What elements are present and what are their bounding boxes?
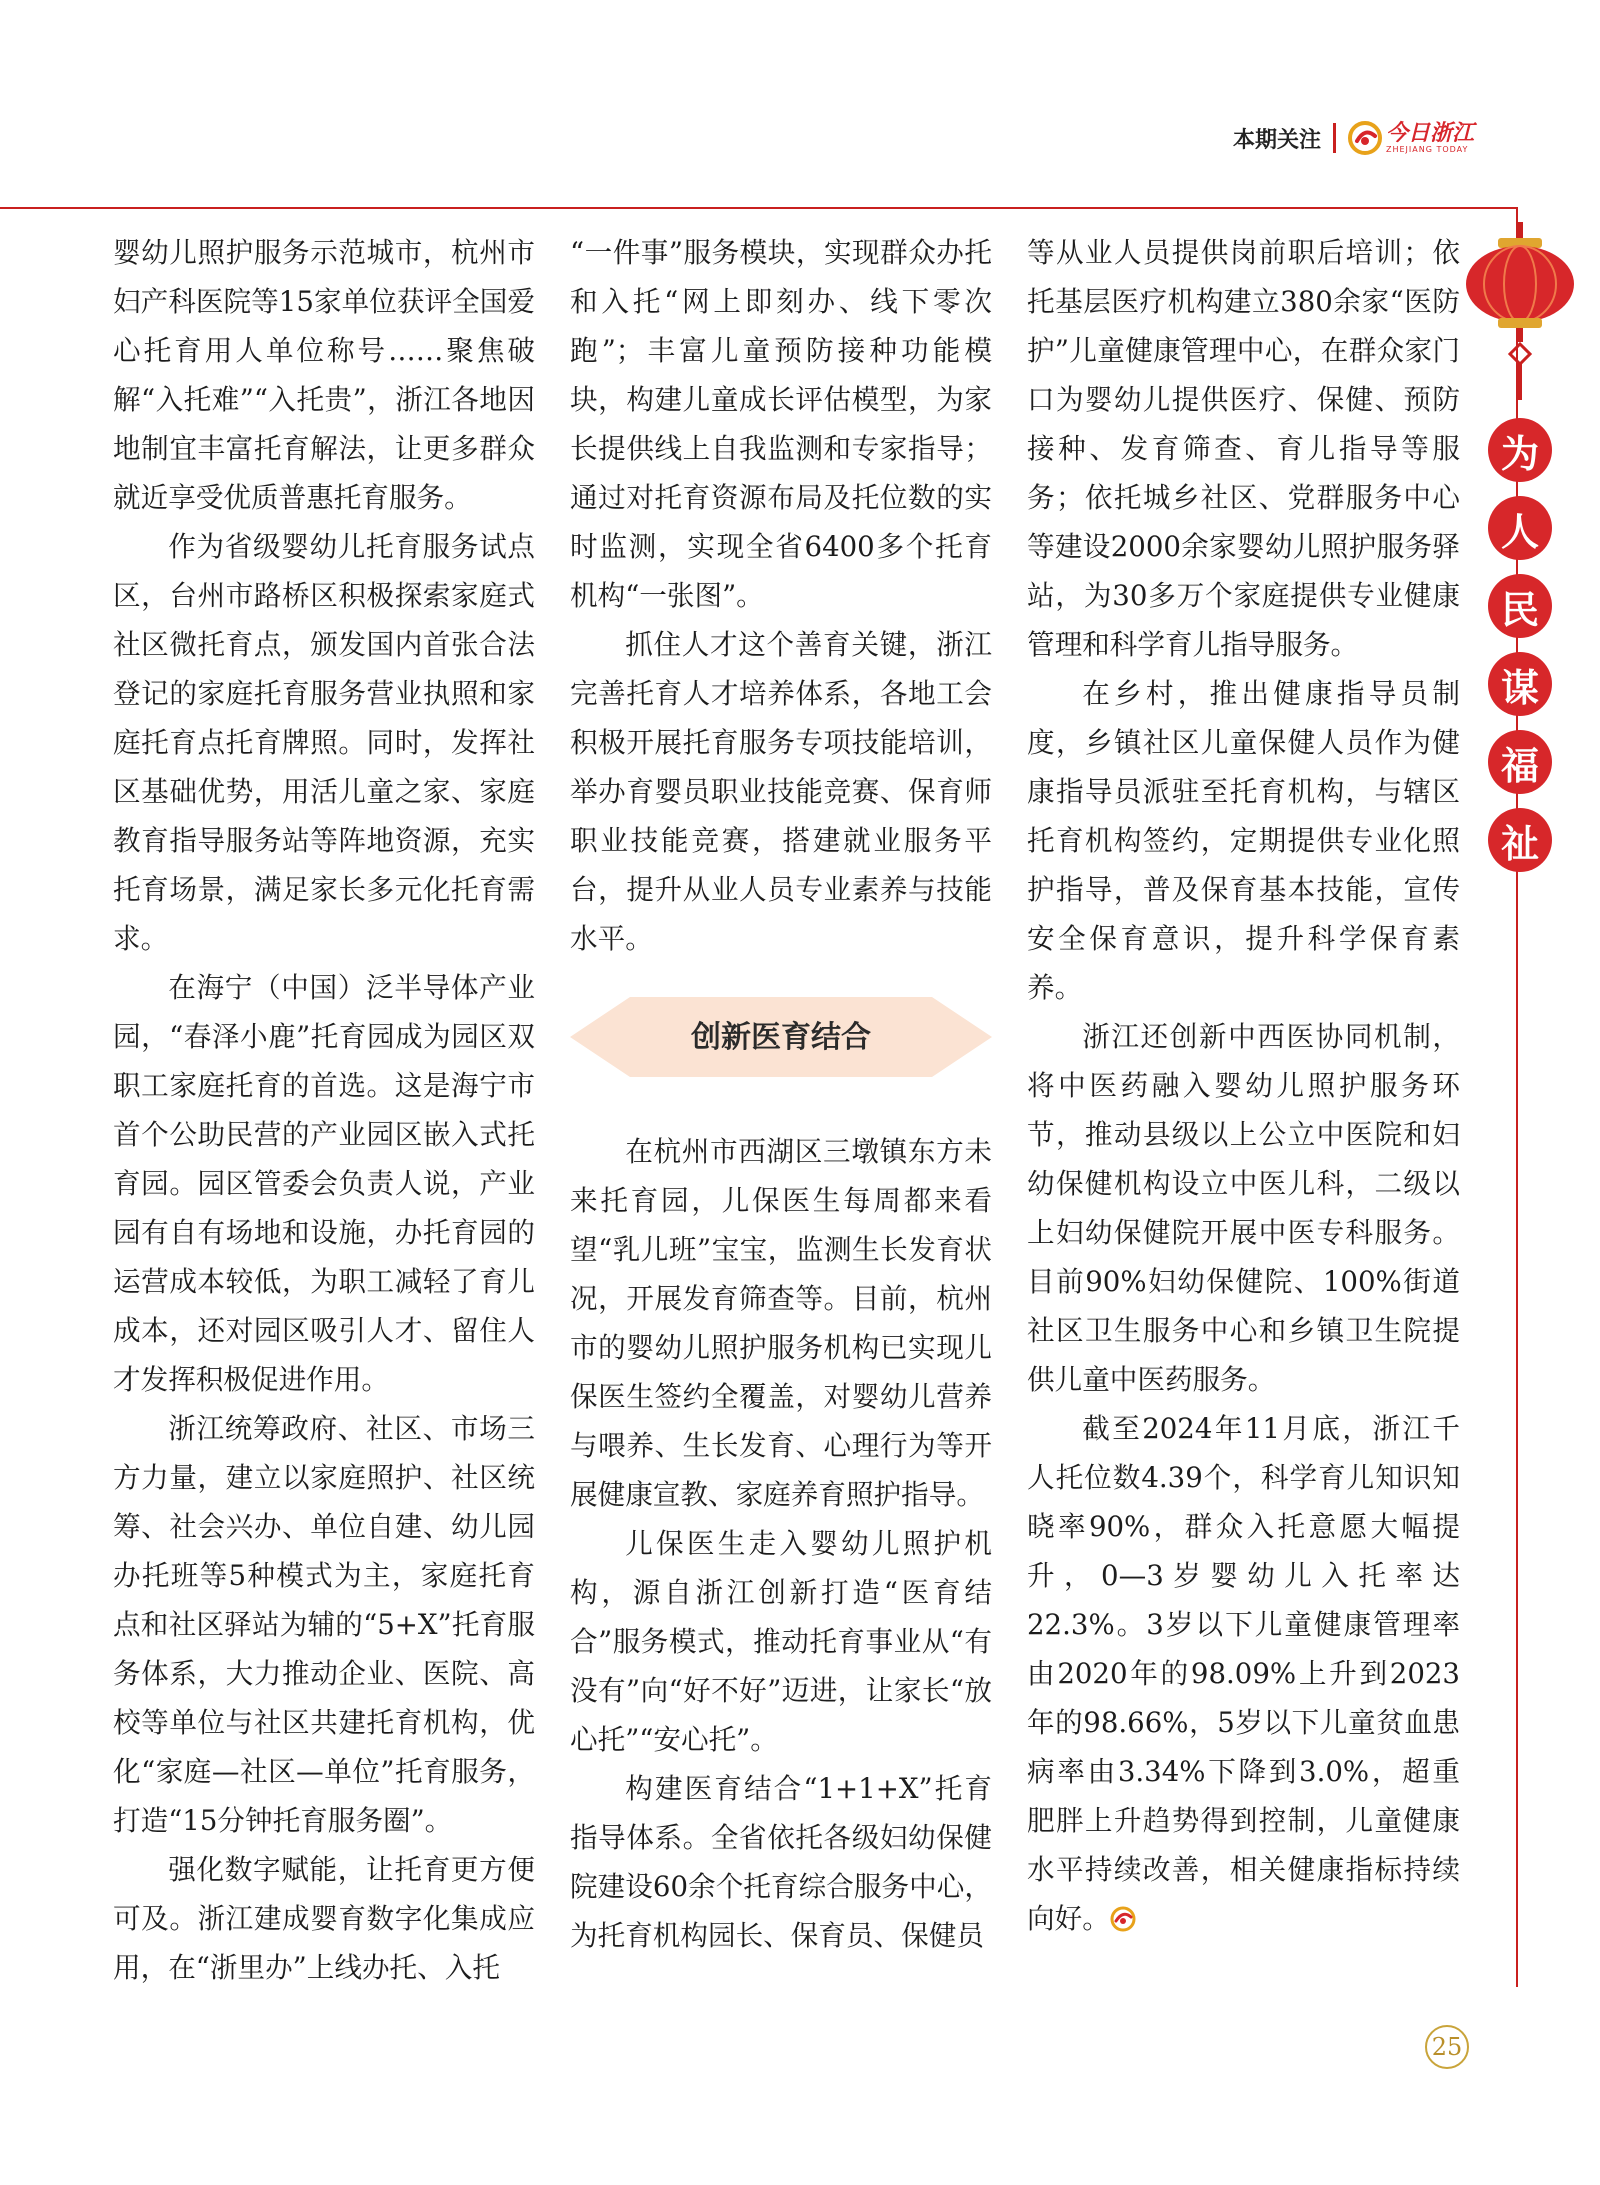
paragraph: 构建医育结合“1+1+X”托育指导体系。全省依托各级妇幼保健院建设60余个托育综合服务中心，为托育机构园长、保育员、保健员 (570, 1772, 992, 1952)
paragraph: 作为省级婴幼儿托育服务试点区，台州市路桥区积极探索家庭式社区微托育点，颁发国内首张合法登记的家庭托育服务营业执照和家庭托育点托育牌照。同时，发挥社区基础优势，用活儿童之家、家庭教育指导服务站等阵地资源，充实托育场景，满足家长多元化托育需求。 (113, 530, 535, 955)
paragraph-text: 截至2024年11月底，浙江千人托位数4.39个，科学育儿知识知晓率90%，群众入托意愿大幅提升，0—3岁婴幼儿入托率达22.3%。3岁以下儿童健康管理率由2020年的98.09%上升到2023年的98.66%，5岁以下儿童贫血患病率由3.34%下降到3.0%，超重肥胖上升趋势得到控制，儿童健康水平持续改善，相关健康指标持续向好。 (1027, 1412, 1460, 1935)
zhejiang-today-logo-icon (1348, 121, 1382, 155)
banner-char: 祉 (1488, 808, 1552, 872)
section-label: 本期关注 (1232, 127, 1321, 153)
paragraph: 强化数字赋能，让托育更方便可及。浙江建成婴育数字化集成应用，在“浙里办”上线办托、入托 (113, 1853, 535, 1984)
paragraph: 婴幼儿照护服务示范城市，杭州市妇产科医院等15家单位获评全国爱心托育用人单位称号……聚焦破解“入托难”“入托贵”，浙江各地因地制宜丰富托育解法，让更多群众就近享受优质普惠托育服务。 (113, 236, 535, 514)
paragraph: 抓住人才这个善育关键，浙江完善托育人才培养体系，各地工会积极开展托育服务专项技能培训，举办育婴员职业技能竞赛、保育师职业技能竞赛，搭建就业服务平台，提升从业人员专业素养与技能水平。 (570, 628, 992, 955)
top-rule (0, 207, 1518, 209)
article-column-3 (1027, 228, 1460, 1943)
banner-char: 人 (1488, 496, 1552, 560)
paragraph: 在杭州市西湖区三墩镇东方未来托育园，儿保医生每周都来看望“乳儿班”宝宝，监测生长发育状况，开展发育筛查等。目前，杭州市的婴幼儿照护服务机构已实现儿保医生签约全覆盖，对婴幼儿营养与喂养、生长发育、心理行为等开展健康宣教、家庭养育照护指导。 (570, 1135, 992, 1511)
paragraph: 等从业人员提供岗前职后培训；依托基层医疗机构建立380余家“医防护”儿童健康管理中心，在群众家门口为婴幼儿提供医疗、保健、预防接种、发育筛查、育儿指导等服务；依托城乡社区、党群服务中心等建设2000余家婴幼儿照护服务驿站，为30多万个家庭提供专业健康管理和科学育儿指导服务。 (1027, 236, 1460, 661)
banner-char: 民 (1488, 574, 1552, 638)
paragraph: “一件事”服务模块，实现群众办托和入托“网上即刻办、线下零次跑”；丰富儿童预防接种功能模块，构建儿童成长评估模型，为家长提供线上自我监测和专家指导；通过对托育资源布局及托位数的实时监测，实现全省6400多个托育机构“一张图”。 (570, 236, 992, 612)
paragraph-final (1027, 1404, 1460, 1943)
banner-char: 福 (1488, 730, 1552, 794)
brand-name: 今日浙江 (1385, 120, 1474, 146)
article-column-2 (570, 228, 992, 1960)
paragraph: 浙江统筹政府、社区、市场三方力量，建立以家庭照护、社区统筹、社会兴办、单位自建、幼儿园办托班等5种模式为主，家庭托育点和社区驿站为辅的“5+X”托育服务体系，大力推动企业、医院、高校等单位与社区共建托育机构，优化“家庭—社区—单位”托育服务，打造“15分钟托育服务圈”。 (113, 1412, 535, 1837)
brand-logo (1348, 121, 1474, 155)
brand-name-en: ZHEJIANG TODAY (1385, 145, 1469, 154)
banner-char: 谋 (1488, 652, 1552, 716)
banner-char: 为 (1488, 418, 1552, 482)
subheading-text: 创新医育结合 (691, 1019, 871, 1055)
page-number: 25 (1425, 2025, 1469, 2069)
paragraph: 浙江还创新中西医协同机制，将中医药融入婴幼儿照护服务环节，推动县级以上公立中医院和妇幼保健机构设立中医儿科，二级以上妇幼保健院开展中医专科服务。目前90%妇幼保健院、100%街道社区卫生服务中心和乡镇卫生院提供儿童中医药服务。 (1027, 1020, 1460, 1396)
paragraph: 在海宁（中国）泛半导体产业园，“春泽小鹿”托育园成为园区双职工家庭托育的首选。这是海宁市首个公助民营的产业园区嵌入式托育园。园区管委会负责人说，产业园有自有场地和设施，办托育园的运营成本较低，为职工减轻了育儿成本，还对园区吸引人才、留住人才发挥积极促进作用。 (113, 971, 535, 1396)
subheading (570, 991, 992, 1083)
header-divider (1333, 123, 1336, 153)
page-header (1233, 118, 1474, 158)
lantern-icon (1460, 222, 1580, 402)
paragraph: 儿保医生走入婴幼儿照护机构，源自浙江创新打造“医育结合”服务模式，推动托育事业从“有没有”向“好不好”迈进，让家长“放心托”“安心托”。 (570, 1527, 992, 1756)
article-column-1 (113, 228, 535, 1992)
article-end-mark-icon (1110, 1906, 1136, 1932)
paragraph: 在乡村，推出健康指导员制度，乡镇社区儿童保健人员作为健康指导员派驻至托育机构，与辖区托育机构签约，定期提供专业化照护指导，普及保育基本技能，宣传安全保育意识，提升科学保育素养。 (1027, 677, 1460, 1004)
